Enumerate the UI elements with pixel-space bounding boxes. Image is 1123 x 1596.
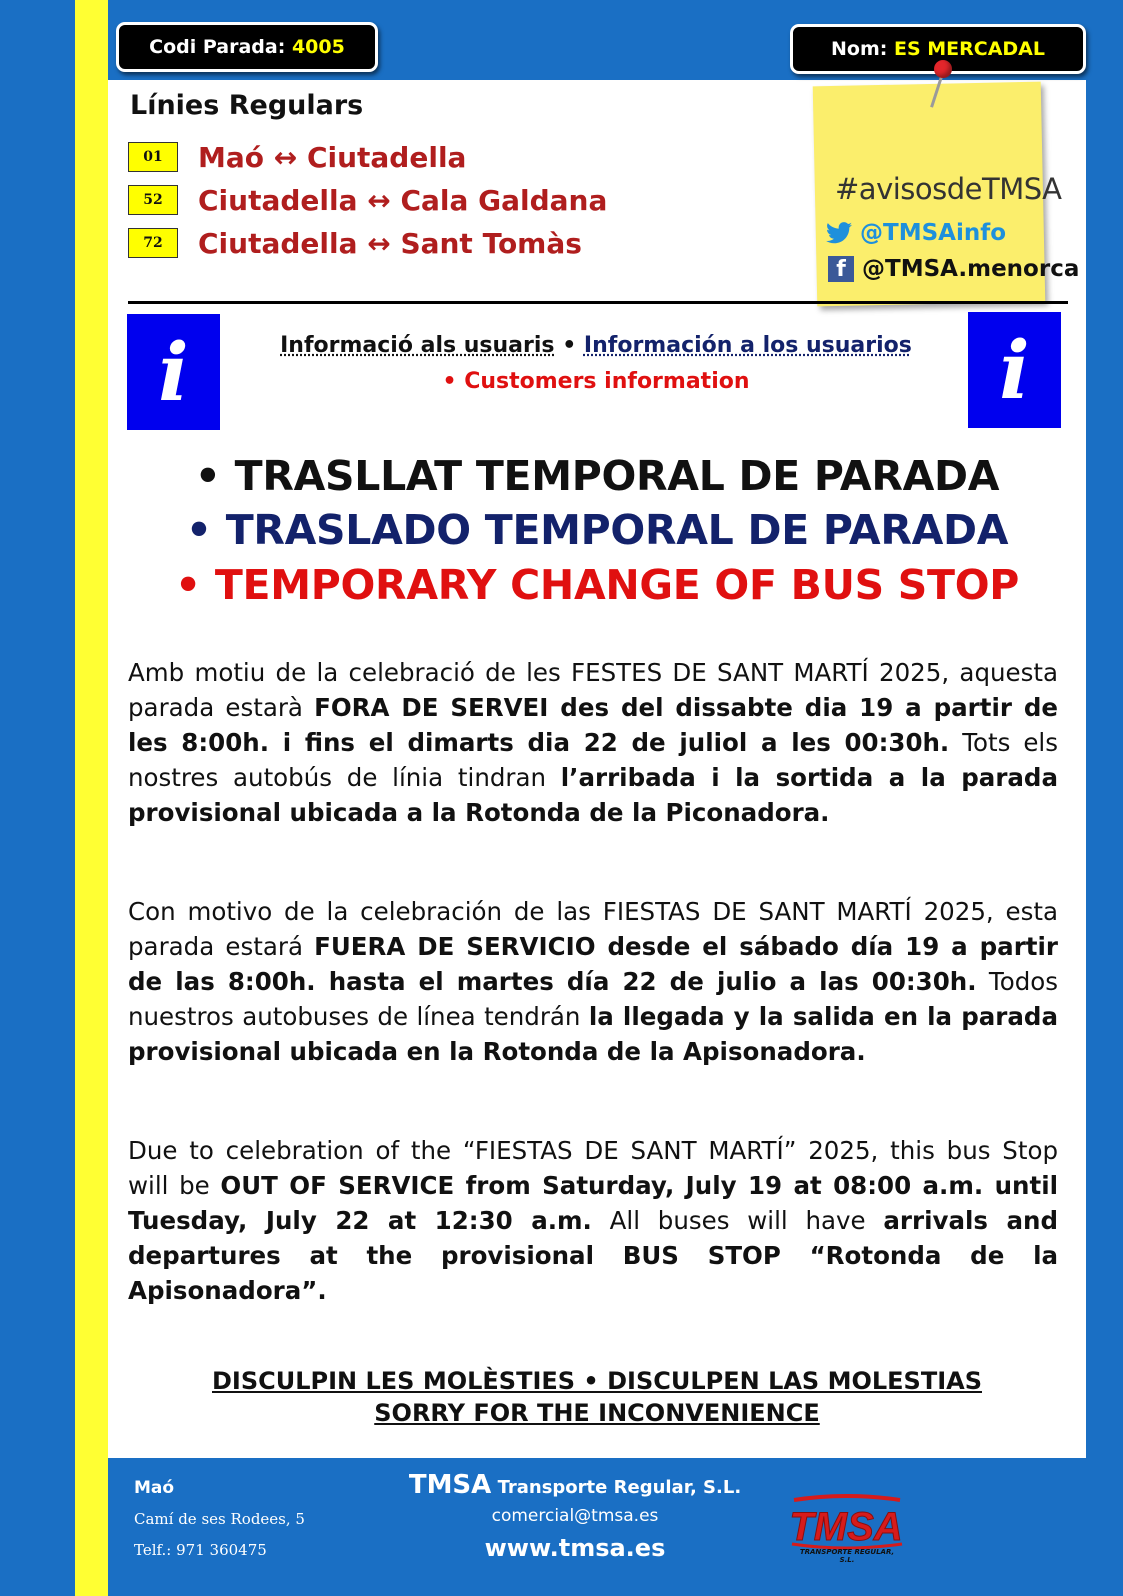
- info-title-catalan: Informació als usuaris: [280, 333, 555, 358]
- footer-address: Camí de ses Rodees, 5: [134, 1510, 305, 1528]
- bold-run: OUT OF SERVICE from Saturday, July 19 at 08:00 a.m. until Tuesday, July 22 at 12:30 a.m.: [128, 1171, 1058, 1235]
- bold-run: la llegada y la salida en la parada provisional ubicada en la Rotonda de la Apisonadora.: [128, 1002, 1058, 1066]
- logo-subtitle: TRANSPORTE REGULAR, S.L.: [799, 1548, 895, 1564]
- footer-city: Maó: [134, 1478, 175, 1498]
- headline-spanish: • TRASLADO TEMPORAL DE PARADA: [185, 506, 1009, 554]
- text-run: Tots els nostres autobús de línia tindran: [128, 728, 1058, 792]
- facebook-icon: f: [828, 256, 854, 282]
- logo-text: TMSA: [789, 1505, 903, 1549]
- info-title: [230, 333, 962, 358]
- notice-paragraph-catalan: [128, 655, 1058, 830]
- bold-run: FUERA DE SERVICIO desde el sábado día 19 a partir de las 8:00h. hasta el martes día 22 de julio a las 00:30h.: [128, 932, 1058, 996]
- facebook-handle-row: [828, 256, 1079, 282]
- company-name: Transporte Regular, S.L.: [491, 1477, 742, 1498]
- footer-phone: Telf.: 971 360475: [134, 1541, 267, 1559]
- line-item: [128, 140, 466, 174]
- line-number: 01: [128, 142, 178, 172]
- notice-paragraph-english: [128, 1133, 1058, 1308]
- divider: [128, 301, 1068, 304]
- notice-paragraph-spanish: [128, 894, 1058, 1069]
- facebook-handle[interactable]: @TMSA.menorca: [862, 256, 1080, 282]
- twitter-bird-icon: [826, 222, 852, 244]
- info-icon: i: [968, 312, 1061, 428]
- line-number: 72: [128, 228, 178, 258]
- footer-company: [380, 1470, 770, 1500]
- pushpin-icon: [934, 60, 952, 78]
- line-route: Ciutadella ↔ Cala Galdana: [198, 183, 608, 217]
- stop-code-badge: [116, 22, 378, 72]
- text-run: All buses will have: [591, 1206, 884, 1235]
- line-item: [128, 226, 582, 260]
- apology-line-1: DISCULPIN LES MOLÈSTIES • DISCULPEN LAS MOLESTIAS: [212, 1367, 982, 1395]
- line-item: [128, 183, 607, 217]
- twitter-handle-row: [826, 220, 1006, 246]
- line-route: Maó ↔ Ciutadella: [198, 140, 467, 174]
- line-number: 52: [128, 185, 178, 215]
- text-run: Todos nuestros autobuses de línea tendrán: [128, 967, 1058, 1031]
- footer-website[interactable]: www.tmsa.es: [484, 1534, 666, 1562]
- yellow-side-strip: [75, 0, 108, 1596]
- regular-lines-title: Línies Regulars: [130, 90, 364, 121]
- stop-name-value: ES MERCADAL: [893, 38, 1045, 60]
- text-run: Due to celebration of the “FIESTAS DE SANT MARTÍ” 2025, this bus Stop will be: [128, 1136, 1058, 1200]
- stop-code-value: 4005: [291, 36, 345, 58]
- info-icon: i: [127, 314, 220, 430]
- text-run: Amb motiu de la celebració de les FESTES DE SANT MARTÍ 2025, aquesta parada estarà: [128, 658, 1058, 722]
- notices-hashtag: #avisosdeTMSA: [835, 172, 1062, 206]
- stop-code-label: Codi Parada:: [149, 36, 286, 58]
- stop-name-label: Nom:: [830, 38, 888, 60]
- headline-catalan: • TRASLLAT TEMPORAL DE PARADA: [194, 452, 1000, 500]
- twitter-handle[interactable]: @TMSAinfo: [860, 220, 1007, 246]
- footer-email[interactable]: comercial@tmsa.es: [491, 1506, 659, 1526]
- text-run: Con motivo de la celebración de las FIESTAS DE SANT MARTÍ 2025, esta parada estará: [128, 897, 1058, 961]
- headline-english: • TEMPORARY CHANGE OF BUS STOP: [174, 561, 1019, 609]
- apology-line-2: SORRY FOR THE INCONVENIENCE: [374, 1399, 820, 1427]
- info-title-english: • Customers information: [442, 369, 750, 394]
- line-route: Ciutadella ↔ Sant Tomàs: [198, 226, 582, 260]
- info-title-separator: •: [562, 333, 577, 358]
- bold-run: arrivals and departures at the provisional BUS STOP “Rotonda de la Apisonadora”.: [128, 1206, 1058, 1305]
- company-short: TMSA: [408, 1470, 492, 1500]
- bold-run: FORA DE SERVEI des del dissabte dia 19 a partir de les 8:00h. i fins el dimarts dia 22 de juliol a les 00:30h.: [128, 693, 1058, 757]
- bold-run: l’arribada i la sortida a la parada provisional ubicada a la Rotonda de la Piconadora.: [128, 763, 1059, 827]
- info-title-spanish: Información a los usuarios: [583, 333, 912, 358]
